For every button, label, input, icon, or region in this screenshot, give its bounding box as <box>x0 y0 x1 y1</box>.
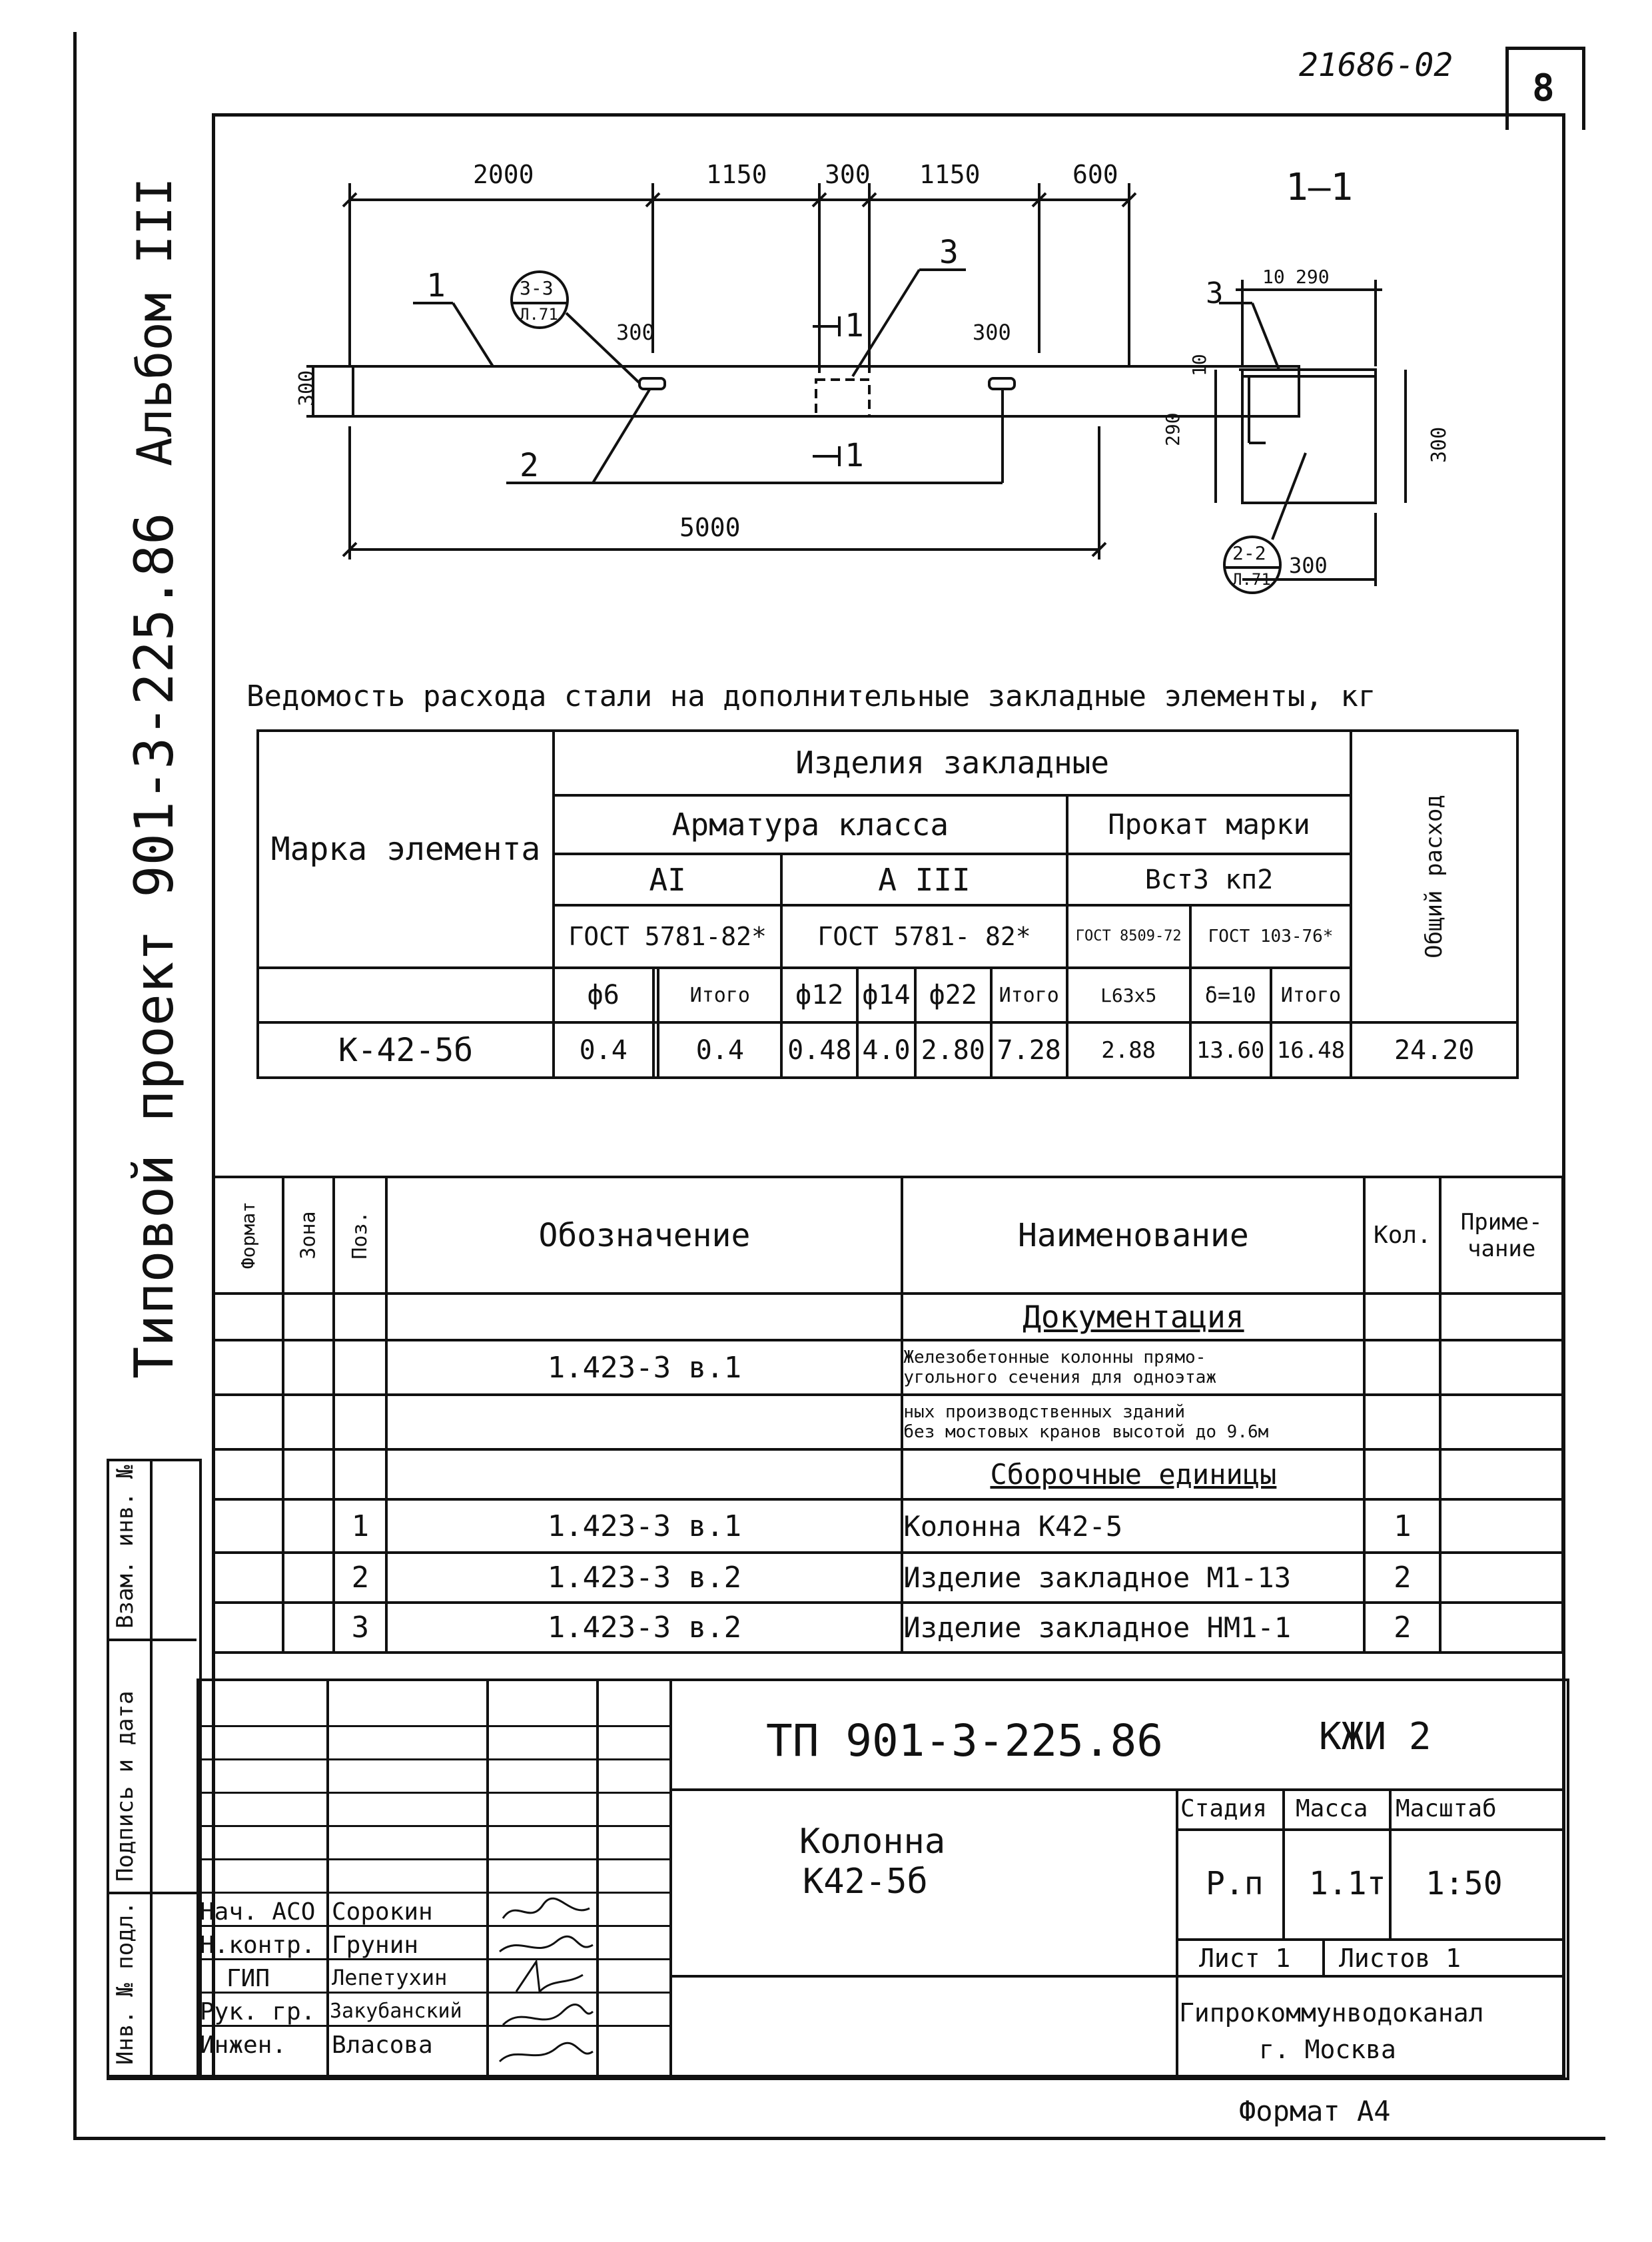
c <box>283 1449 334 1499</box>
dim-total: 5000 <box>679 513 741 542</box>
c <box>213 1603 283 1653</box>
c <box>1440 1294 1563 1340</box>
project-caption: Типовой проект 901-3-225.86 <box>123 512 185 1379</box>
frame-bottom <box>73 2137 1605 2140</box>
spec-row <box>213 1553 1563 1603</box>
c <box>283 1603 334 1653</box>
stamp-label-sign: Подпись и дата <box>112 1690 139 1882</box>
c <box>1440 1340 1563 1395</box>
ref-bottom-sheet: Л.71 <box>1232 570 1271 589</box>
role-2: ГИП <box>226 1965 270 1992</box>
role-1: Н.контр. <box>200 1932 316 1959</box>
spec-h-name: Наименование <box>902 1177 1364 1294</box>
tb-code: ТП 901-3-225.86 <box>766 1715 1164 1766</box>
sub-h-7: L63x5 <box>1067 968 1190 1023</box>
class-a3: A III <box>781 854 1066 905</box>
row-total: 24.20 <box>1351 1022 1517 1078</box>
qty-2: 2 <box>1364 1553 1440 1603</box>
c <box>386 1449 902 1499</box>
c <box>213 1340 283 1395</box>
dim-2000: 2000 <box>473 160 534 189</box>
qty-1: 1 <box>1364 1499 1440 1553</box>
sec-dim-right: 300 <box>1428 426 1451 463</box>
c <box>334 1294 386 1340</box>
role-4: Инжен. <box>200 2032 287 2059</box>
c <box>283 1340 334 1395</box>
sub-h-8: δ=10 <box>1190 968 1271 1023</box>
tb-city: г. Москва <box>1259 2035 1396 2064</box>
des-1: 1.423-3 в.1 <box>386 1499 902 1553</box>
steel-table-caption: Ведомость расхода стали на дополнительные закладные элементы, кг <box>246 679 1376 713</box>
role-name-1: Грунин <box>332 1932 419 1959</box>
role-name-0: Сорокин <box>332 1898 433 1926</box>
total-header-label: Общий расход <box>1421 795 1448 958</box>
tb-mass-label: Масса <box>1296 1795 1368 1822</box>
section-mark-bottom: 1 <box>845 437 864 474</box>
dim-insert-right: 300 <box>973 320 1011 345</box>
sec-dim-bottom: 300 <box>1289 553 1328 578</box>
c <box>1440 1449 1563 1499</box>
section-units: Сборочные единицы <box>902 1449 1364 1499</box>
c <box>283 1499 334 1553</box>
callout-3: 3 <box>939 234 959 271</box>
tb-scale: 1:50 <box>1426 1865 1503 1902</box>
sub-h-9: Итого <box>1271 968 1352 1023</box>
val-6: 7.28 <box>991 1022 1067 1078</box>
dim-insert-left: 300 <box>616 320 655 345</box>
album-caption: Альбом III <box>127 177 183 466</box>
pos-2: 2 <box>334 1553 386 1603</box>
role-name-3: Закубанский <box>330 2000 462 2023</box>
tb-v1 <box>326 1679 329 2075</box>
sub-h-6: Итого <box>991 968 1067 1023</box>
role-3: Рук. гр. <box>200 1998 316 2026</box>
name-2: Изделие закладное М1-13 <box>902 1553 1364 1603</box>
sec-dim-left-a: 290 <box>1162 412 1184 446</box>
spec-h-format <box>213 1177 283 1294</box>
sig-line-2 <box>197 1758 669 1760</box>
c <box>213 1294 283 1340</box>
c <box>283 1553 334 1603</box>
tb-scale-label: Масштаб <box>1396 1795 1497 1822</box>
spec-h-pos-label: Поз. <box>348 1211 372 1260</box>
c <box>334 1449 386 1499</box>
tb-v-sheets <box>1322 1938 1325 1975</box>
c <box>213 1553 283 1603</box>
tb-mark: КЖИ 2 <box>1319 1715 1432 1758</box>
total-header <box>1351 731 1517 1022</box>
tb-h-labels <box>1176 1828 1564 1831</box>
steel-table <box>256 729 1519 1079</box>
c <box>1440 1603 1563 1653</box>
signatures <box>490 1892 596 2071</box>
left-stamp-split <box>150 1459 153 2075</box>
section-mark-top: 1 <box>845 307 864 344</box>
row-mark: К-42-5б <box>258 1022 554 1078</box>
stamp-label-inv: Инв. № подл. <box>112 1901 139 2065</box>
c <box>1440 1395 1563 1449</box>
val-5: 2.80 <box>915 1022 991 1078</box>
spec-h-zone-label: Зона <box>296 1211 320 1260</box>
rolled-header: Прокат марки <box>1067 795 1352 854</box>
val-1 <box>653 1022 659 1078</box>
doc-designation: 1.423-3 в.1 <box>386 1340 902 1395</box>
dim-height: 300 <box>295 370 318 406</box>
pos-1: 1 <box>334 1499 386 1553</box>
spec-h-pos <box>334 1177 386 1294</box>
col-mark-header: Марка элемента <box>258 731 554 968</box>
val-8: 13.60 <box>1190 1022 1271 1078</box>
gost-a1: ГОСТ 5781-82* <box>554 905 781 968</box>
format-label: Формат А4 <box>1239 2095 1391 2127</box>
doc-name-b <box>902 1395 1364 1449</box>
c <box>1440 1553 1563 1603</box>
tb-stage-label: Стадия <box>1180 1795 1268 1822</box>
des-2: 1.423-3 в.2 <box>386 1553 902 1603</box>
dim-1150-a: 1150 <box>706 160 767 189</box>
val-9: 16.48 <box>1271 1022 1352 1078</box>
des-3: 1.423-3 в.2 <box>386 1603 902 1653</box>
tb-v-info <box>1176 1788 1178 2075</box>
c <box>213 1395 283 1449</box>
section-docs: Документация <box>902 1294 1364 1340</box>
c <box>334 1340 386 1395</box>
section-title: 1—1 <box>1286 166 1354 209</box>
sub-h-0: ф6 <box>554 968 653 1023</box>
c <box>1364 1340 1440 1395</box>
gost-r2: ГОСТ 103-76* <box>1190 905 1352 968</box>
sig-line-5 <box>197 1858 669 1860</box>
dim-600: 600 <box>1072 160 1118 189</box>
doc-name-line-1: угольного сечения для одноэтаж <box>903 1367 1217 1387</box>
c <box>386 1395 902 1449</box>
spec-h-qty: Кол. <box>1364 1177 1440 1294</box>
tb-stage: Р.п <box>1206 1865 1264 1902</box>
frame-left <box>73 32 77 2140</box>
tb-v2 <box>486 1679 489 2075</box>
tb-title-0: Колонна <box>799 1822 946 1862</box>
tb-title-1: К42-5б <box>803 1862 928 1902</box>
qty-3: 2 <box>1364 1603 1440 1653</box>
tb-v3 <box>596 1679 599 2075</box>
tb-h-sheets <box>1176 1938 1564 1941</box>
dim-1150-b: 1150 <box>919 160 981 189</box>
name-1: Колонна К42-5 <box>902 1499 1364 1553</box>
c <box>386 1294 902 1340</box>
role-name-4: Власова <box>332 2032 433 2059</box>
column-drawing <box>213 120 1559 666</box>
sub-h-1 <box>653 968 659 1023</box>
gost-r1: ГОСТ 8509-72 <box>1067 905 1190 968</box>
callout-2: 2 <box>520 447 539 484</box>
sig-line-6 <box>197 1892 669 1894</box>
doc-name-line-3: без мостовых кранов высотой до 9.6м <box>903 1422 1269 1442</box>
tb-mass: 1.1т <box>1309 1865 1386 1902</box>
val-7: 2.88 <box>1067 1022 1190 1078</box>
ref-top-sheet: Л.71 <box>520 305 558 324</box>
c <box>1364 1449 1440 1499</box>
c <box>283 1294 334 1340</box>
rolled-grade: Вст3 кп2 <box>1067 854 1352 905</box>
sig-line-3 <box>197 1792 669 1794</box>
tb-v4 <box>669 1679 672 2075</box>
c <box>213 1449 283 1499</box>
spec-h-designation: Обозначение <box>386 1177 902 1294</box>
sub-h-4: ф14 <box>857 968 915 1023</box>
inner-frame-top <box>212 113 1564 117</box>
doc-code: 21686-02 <box>1299 47 1453 84</box>
doc-name-a <box>902 1340 1364 1395</box>
spec-h-format-label: Формат <box>237 1201 260 1270</box>
role-name-2: Лепетухин <box>332 1965 448 1990</box>
ref-top: 3-3 <box>520 277 554 299</box>
callout-1: 1 <box>426 267 446 304</box>
spec-row <box>213 1603 1563 1653</box>
sub-h-3: ф12 <box>781 968 857 1023</box>
sub-h-2: Итого <box>658 968 781 1023</box>
doc-name-line-0: Железобетонные колонны прямо- <box>903 1347 1206 1367</box>
sec-dim-top-b: 290 <box>1296 266 1330 288</box>
name-3: Изделие закладное НМ1-1 <box>902 1603 1364 1653</box>
c <box>213 1499 283 1553</box>
spec-table <box>212 1176 1564 1654</box>
pos-3: 3 <box>334 1603 386 1653</box>
sec-callout: 3 <box>1206 276 1224 310</box>
tb-v-mass <box>1282 1788 1285 1938</box>
sub-h-5: ф22 <box>915 968 991 1023</box>
gost-a3: ГОСТ 5781- 82* <box>781 905 1066 968</box>
ref-bottom: 2-2 <box>1232 542 1266 564</box>
doc-name-line-2: ных производственных зданий <box>903 1402 1186 1422</box>
sig-line-1 <box>197 1725 669 1727</box>
tb-sheet: Лист 1 <box>1199 1944 1291 1973</box>
val-0: 0.4 <box>554 1022 653 1078</box>
stamp-label-vzam: Взам. инв. № <box>112 1465 139 1629</box>
spacer-cell <box>258 968 554 1023</box>
c <box>1440 1499 1563 1553</box>
spec-h-zone <box>283 1177 334 1294</box>
role-0: Нач. АСО <box>200 1898 316 1926</box>
val-2: 0.4 <box>658 1022 781 1078</box>
val-3: 0.48 <box>781 1022 857 1078</box>
group-header: Изделия закладные <box>554 731 1351 795</box>
c <box>283 1395 334 1449</box>
tb-h-main <box>669 1788 1564 1791</box>
tb-org: Гипрокоммунводоканал <box>1179 1998 1484 2028</box>
val-4: 4.0 <box>857 1022 915 1078</box>
c <box>1364 1294 1440 1340</box>
rebar-header: Арматура класса <box>554 795 1067 854</box>
sec-dim-left-b: 10 <box>1188 354 1210 376</box>
sig-line-4 <box>197 1825 669 1827</box>
sheet-number: 8 <box>1532 67 1555 110</box>
tb-h-low <box>669 1975 1564 1978</box>
class-a1: AI <box>554 854 781 905</box>
spec-row <box>213 1499 1563 1553</box>
dim-300: 300 <box>825 160 871 189</box>
sec-dim-top-a: 10 <box>1262 266 1285 288</box>
c <box>1364 1395 1440 1449</box>
c <box>334 1395 386 1449</box>
tb-sheets: Листов 1 <box>1339 1944 1461 1973</box>
spec-h-note: Приме-чание <box>1440 1177 1563 1294</box>
tb-v-scale <box>1389 1788 1392 1938</box>
